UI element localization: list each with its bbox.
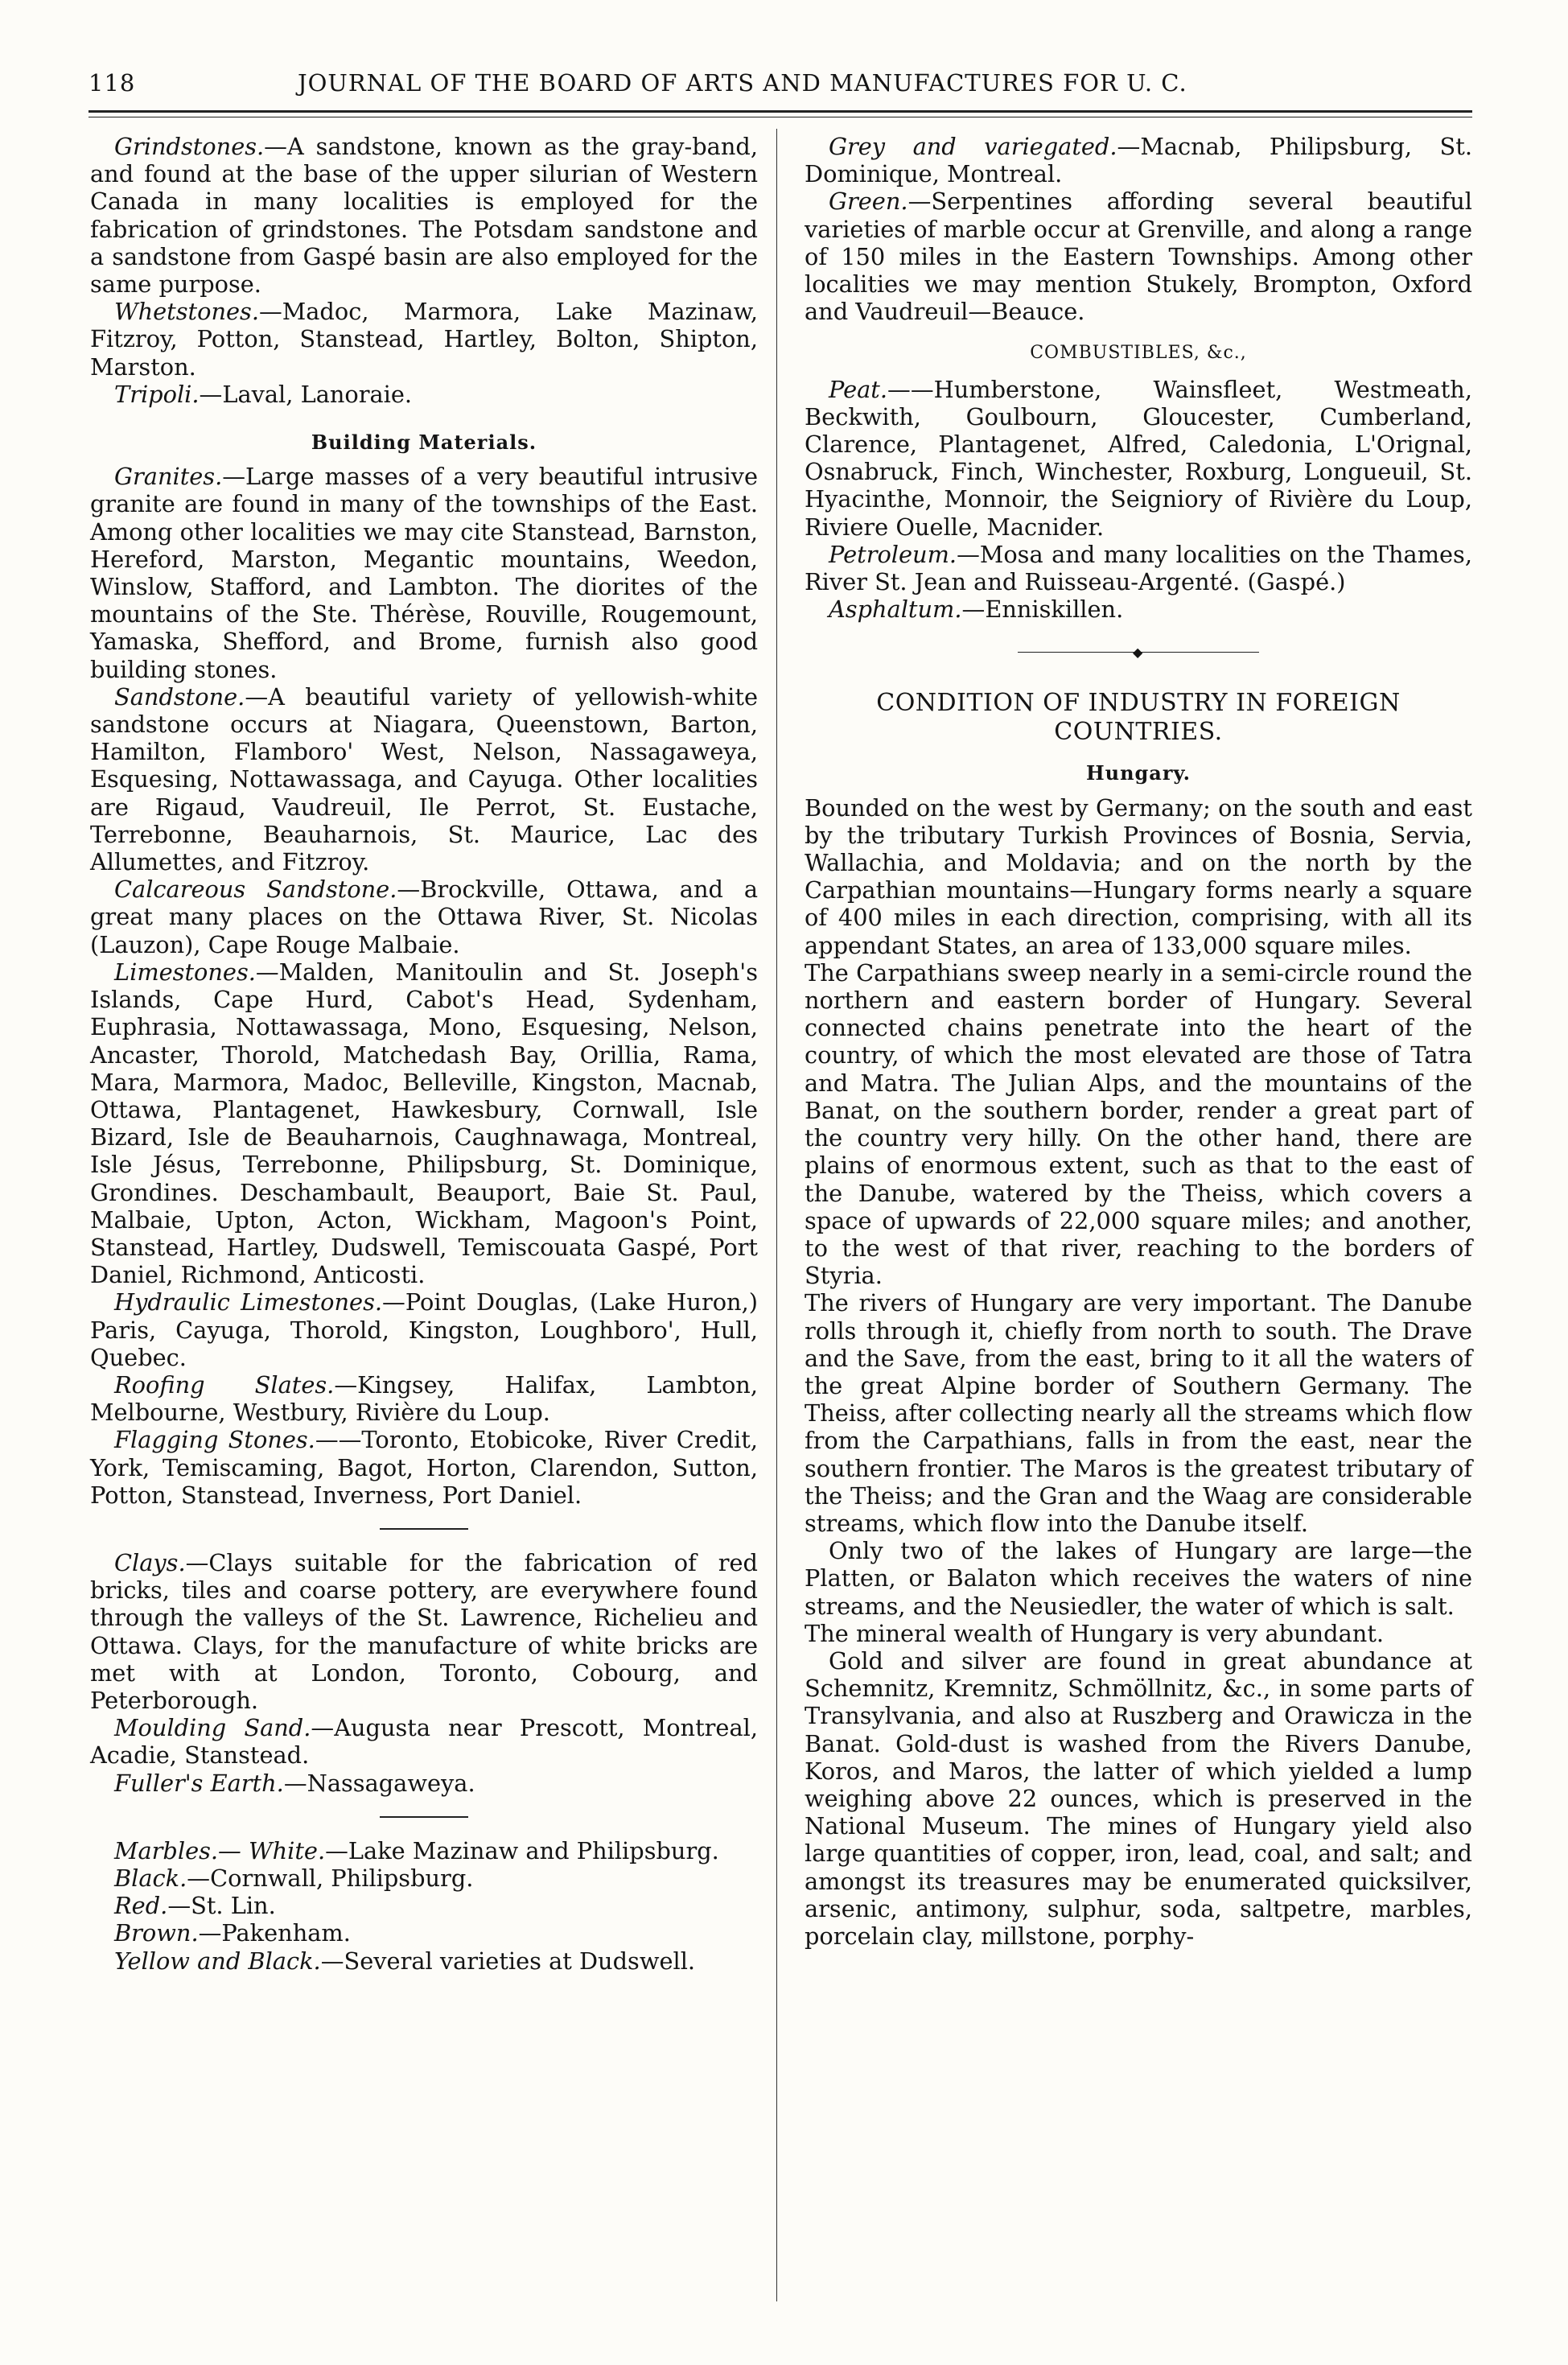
heading-hungary: Hungary. (1085, 761, 1191, 785)
paragraph: The rivers of Hungary are very important. The Danube rolls through it, chiefly from north to south. The Drave and the Save, from the east, bring to it all the waters of the great Alpine border of Southern Germany. The Theiss, after collecting nearly all the streams which flow from the Carpathians, falls in from the east, near the southern frontier. The Maros is the greatest tributary of the Theiss; and the Gran and the Waag are considerable streams, which flow into the Danube itself. (805, 1289, 1472, 1537)
paragraph: Only two of the lakes of Hungary are large—the Platten, or Balaton which receives the waters of nine streams, and the Neusiedler, the water of which is salt. (805, 1537, 1472, 1620)
paragraph: The Carpathians sweep nearly in a semi-circle round the northern and eastern border of Hungary. Several connected chains penetrate into the heart of the country, of which the most elevated are those of Tatra and Matra. The Julian Alps, and the mountains of the Banat, on the southern border, render a great part of the country very hilly. On the other hand, there are plains of enormous extent, such as that to the east of the Danube, watered by the Theiss, which covers a space of upwards of 22,000 square miles; and another, to the west of that river, reaching to the borders of Styria. (805, 958, 1472, 1290)
section-title-line-1: CONDITION OF INDUSTRY IN FOREIGN (876, 689, 1401, 718)
entry-peat: Peat.——Humberstone, Wainsfleet, Westmeath, Beckwith, Goulbourn, Gloucester, Cumberland, Clarence, Plantagenet, Alfred, Caledonia, L'Orignal, Osnabruck, Finch, Winchester, Roxburg, Longueuil, St. Hyacinthe, Monnoir, the Seigniory of Rivière du Loup, Riviere Ouelle, Macnider. (805, 375, 1472, 541)
paragraph: The mineral wealth of Hungary is very abundant. (805, 1619, 1385, 1647)
column-divider (776, 129, 777, 2301)
entry-grindstones: Grindstones.—A sandstone, known as the gray-band, and found at the base of the upper silurian of Western Canada in many localities is employed for the fabrication of grindstones. The Potsdam sandstone and a sandstone from Gaspé basin are also employed for the same purpose. (90, 133, 758, 299)
entry-marbles-white: Marbles.— White.—Lake Mazinaw and Philipsburg. (114, 1836, 719, 1864)
section-title-line-2: COUNTRIES. (1054, 718, 1223, 747)
entry-asphaltum: Asphaltum.—Enniskillen. (829, 595, 1124, 624)
paragraph: Gold and silver are found in great abundance at Schemnitz, Kremnitz, Schmöllnitz, &c., in some parts of Transylvania, and also at Ruszberg and Orawicza in the Banat. Gold-dust is washed from the Rivers Danube, Koros, and Maros, the latter of which yielded a lump weighing above 22 ounces, which is preserved in the National Museum. The mines of Hungary yield also large quantities of copper, iron, lead, coal, and salt; and amongst its treasures may be enumerated quicksilver, arsenic, antimony, sulphur, soda, saltpetre, marbles, porcelain clay, millstone, porphy- (805, 1646, 1472, 1950)
entry-clays: Clays.—Clays suitable for the fabrication of red bricks, tiles and coarse pottery, are everywhere found through the valleys of the St. Lawrence, Richelieu and Ottawa. Clays, for the manufacture of white bricks are met with at London, Toronto, Cobourg, and Peterborough. (90, 1548, 758, 1714)
diamond-icon: ◆ (1133, 645, 1143, 661)
page-header (88, 56, 1472, 105)
entry-grey-variegated: Grey and variegated.—Macnab, Philipsburg, St. Dominique, Montreal. (805, 133, 1472, 188)
entry-sandstone: Sandstone.—A beautiful variety of yellowish-white sandstone occurs at Niagara, Queenstown, Barton, Hamilton, Flamboro' West, Nelson, Nassagaweya, Esquesing, Nottawassaga, and Cayuga. Other localities are Rigaud, Vaudreuil, Ile Perrot, St. Eustache, Terrebonne, Beauharnois, St. Maurice, Lac des Allumettes, and Fitzroy. (90, 682, 758, 876)
entry-roofing-slates: Roofing Slates.—Kingsey, Halifax, Lambton, Melbourne, Westbury, Rivière du Loup. (90, 1370, 758, 1427)
entry-flagging-stones: Flagging Stones.——Toronto, Etobicoke, River Credit, York, Temiscaming, Bagot, Horton, Clarendon, Sutton, Potton, Stanstead, Inverness, Port Daniel. (90, 1426, 758, 1509)
section-rule (380, 1528, 468, 1530)
ornament-rule (805, 645, 1472, 661)
header-rule-thick (88, 110, 1472, 113)
entry-brown: Brown.—Pakenham. (114, 1919, 351, 1947)
heading-combustibles: COMBUSTIBLES, &c., (1030, 343, 1247, 364)
running-title: JOURNAL OF THE BOARD OF ARTS AND MANUFACTURES FOR U. C. (298, 69, 1187, 97)
paragraph: Bounded on the west by Germany; on the south and east by the tributary Turkish Provinces of Bosnia, Servia, Wallachia, and Moldavia; and on the north by the Carpathian mountains—Hungary forms nearly a square of 400 miles in each direction, comprising, with all its appendant States, an area of 133,000 square miles. (805, 793, 1472, 959)
page-number: 118 (88, 69, 136, 97)
entry-black: Black.—Cornwall, Philipsburg. (114, 1864, 474, 1892)
entry-moulding-sand: Moulding Sand.—Augusta near Prescott, Montreal, Acadie, Stanstead. (90, 1714, 758, 1770)
entry-calcareous-sandstone: Calcareous Sandstone.—Brockville, Ottawa, and a great many places on the Ottawa River, St. Nicolas (Lauzon), Cape Rouge Malbaie. (90, 876, 759, 958)
right-column (805, 133, 1472, 1950)
entry-red: Red.—St. Lin. (114, 1892, 276, 1920)
entry-granites: Granites.—Large masses of a very beautiful intrusive granite are found in many of the townships of the East. Among other localities we may cite Stanstead, Barnston, Hereford, Marston, Megantic mountains, Weedon, Winslow, Stafford, and Lambton. The diorites of the mountains of the Ste. Thérèse, Rouville, Rougemount, Yamaska, Shefford, and Brome, furnish also good building stones. (90, 463, 758, 683)
entry-hydraulic-limestones: Hydraulic Limestones.—Point Douglas, (Lake Huron,) Paris, Cayuga, Thorold, Kingston, Loughboro', Hull, Quebec. (90, 1288, 758, 1371)
entry-fullers-earth: Fuller's Earth.—Nassagaweya. (114, 1769, 475, 1797)
entry-whetstones: Whetstones.—Madoc, Marmora, Lake Mazinaw, Fitzroy, Potton, Stanstead, Hartley, Bolton, Shipton, Marston. (90, 298, 758, 381)
entry-limestones: Limestones.—Malden, Manitoulin and St. Joseph's Islands, Cape Hurd, Cabot's Head, Sydenham, Euphrasia, Nottawassaga, Mono, Esquesing, Nelson, Ancaster, Thorold, Matchedash Bay, Orillia, Rama, Mara, Marmora, Madoc, Belleville, Kingston, Macnab, Ottawa, Plantagenet, Hawkesbury, Cornwall, Isle Bizard, Isle de Beauharnois, Caughnawaga, Montreal, Isle Jésus, Terrebonne, Philipsburg, St. Dominique, Grondines. Deschambault, Beauport, Baie St. Paul, Malbaie, Upton, Acton, Wickham, Magoon's Point, Stanstead, Hartley, Dudswell, Temiscouata Gaspé, Port Daniel, Richmond, Anticosti. (90, 958, 758, 1289)
entry-yellow-and-black: Yellow and Black.—Several varieties at Dudswell. (114, 1947, 696, 1975)
left-column (90, 133, 758, 1975)
section-title (805, 689, 1472, 747)
heading-building-materials: Building Materials. (311, 431, 537, 455)
entry-petroleum: Petroleum.—Mosa and many localities on the Thames, River St. Jean and Ruisseau-Argenté. (Gaspé.) (805, 540, 1472, 596)
entry-green: Green.—Serpentines affording several beautiful varieties of marble occur at Grenville, and along a range of 150 miles in the Eastern Townships. Among other localities we may mention Stukely, Brompton, Oxford and Vaudreuil—Beauce. (805, 187, 1472, 326)
entry-tripoli: Tripoli.—Laval, Lanoraie. (114, 380, 413, 408)
section-rule (380, 1816, 468, 1818)
